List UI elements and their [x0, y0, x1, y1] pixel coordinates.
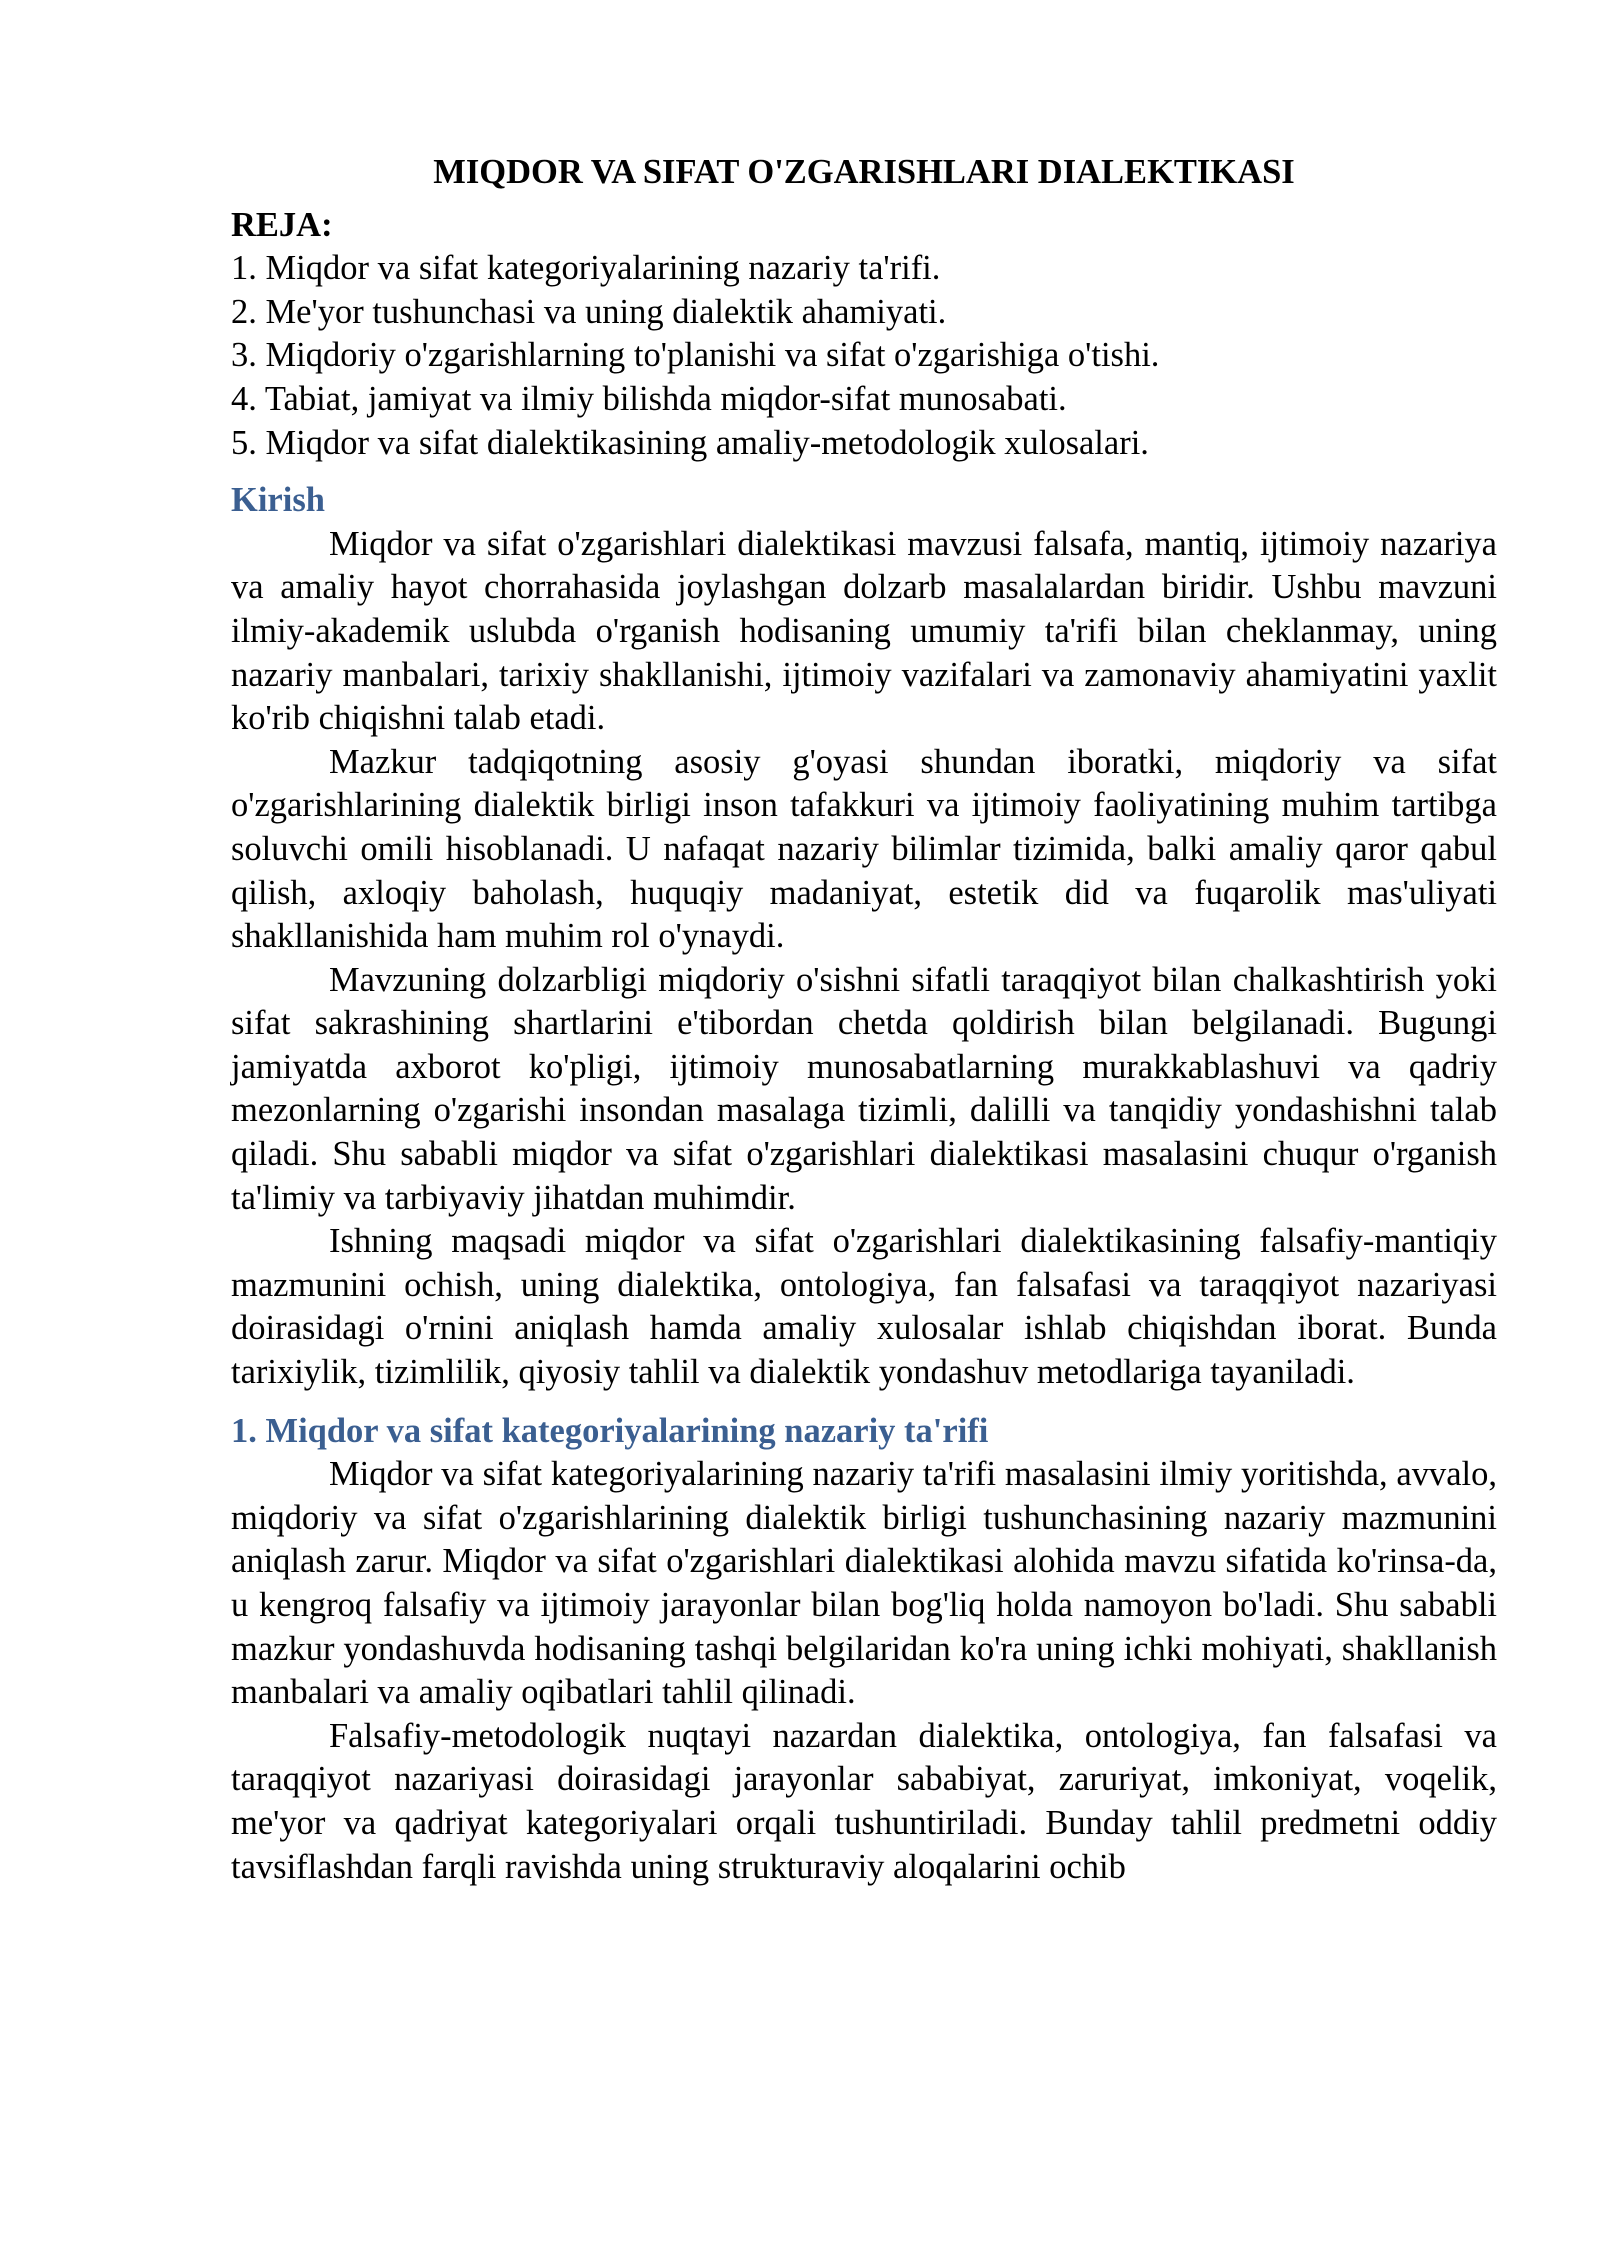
plan-item: 3. Miqdoriy o'zgarishlarning to'planishi va sifat o'zgarishiga o'tishi.	[231, 336, 1160, 375]
document-title: MIQDOR VA SIFAT O'ZGARISHLARI DIALEKTIKASI	[433, 153, 1295, 191]
plan-list	[231, 247, 1497, 465]
document-page	[231, 140, 1497, 1889]
plan-label: REJA:	[231, 205, 333, 244]
plan-item: 2. Me'yor tushunchasi va uning dialektik ahamiyati.	[231, 292, 947, 331]
paragraph: Miqdor va sifat kategoriyalarining nazariy ta'rifi masalasini ilmiy yoritishda, avvalo, miqdoriy va sifat o'zgarishlarining dialektik birligi tushunchasining nazariy mazmunini aniqlash zarur. Miqdor va sifat o'zgarishlari dialektikasi alohida mavzu sifatida ko'rinsa-da, u kengroq falsafiy va ijtimoiy jarayonlar bilan bog'liq holda namoyon bo'ladi. Shu sababli mazkur yondashuvda hodisaning tashqi belgilaridan ko'ra uning ichki mohiyati, shakllanish manbalari va amaliy oqibatlari tahlil qilinadi.	[231, 1455, 1497, 1712]
paragraph: Mavzuning dolzarbligi miqdoriy o'sishni sifatli taraqqiyot bilan chalkashtirish yoki sifat sakrashining shartlarini e'tibordan chetda qoldirish bilan belgilanadi. Bugungi jamiyatda axborot ko'pligi, ijtimoiy munosabatlarning murakkablashuvi va qadriy mezonlarning o'zgarishi insondan masalaga tizimli, dalilli va tanqidiy yondashishni talab qiladi. Shu sababli miqdor va sifat o'zgarishlari dialektikasi masalasini chuqur o'rganish ta'limiy va tarbiyaviy jihatdan muhimdir.	[231, 960, 1497, 1217]
paragraph: Falsafiy-metodologik nuqtayi nazardan dialektika, ontologiya, fan falsafasi va taraqqiyot nazariyasi doirasidagi jarayonlar sababiyat, zaruriyat, imkoniyat, voqelik, me'yor va qadriyat kategoriyalari orqali tushuntiriladi. Bunday tahlil predmetni oddiy tavsiflashdan farqli ravishda uning strukturaviy aloqalarini ochib	[231, 1716, 1497, 1886]
paragraph: Mazkur tadqiqotning asosiy g'oyasi shundan iboratki, miqdoriy va sifat o'zgarishlarining dialektik birligi inson tafakkuri va ijtimoiy faoliyatining muhim tartibga soluvchi omili hisoblanadi. U nafaqat nazariy bilimlar tizimida, balki amaliy qaror qabul qilish, axloqiy baholash, huquqiy madaniyat, estetik did va fuqarolik mas'uliyati shakllanishida ham muhim rol o'ynaydi.	[231, 742, 1497, 956]
plan-item: 5. Miqdor va sifat dialektikasining amaliy-metodologik xulosalari.	[231, 423, 1149, 462]
paragraph: Miqdor va sifat o'zgarishlari dialektikasi mavzusi falsafa, mantiq, ijtimoiy nazariya va amaliy hayot chorrahasida joylashgan dolzarb masalalardan biridir. Ushbu mavzuni ilmiy-akademik uslubda o'rganish hodisaning umumiy ta'rifi bilan cheklanmay, uning nazariy manbalari, tarixiy shakllanishi, ijtimoiy vazifalari va zamonaviy ahamiyatini yaxlit ko'rib chiqishni talab etadi.	[231, 524, 1497, 738]
section-heading-1: 1. Miqdor va sifat kategoriyalarining nazariy ta'rifi	[231, 1411, 989, 1450]
section-heading-intro: Kirish	[231, 481, 325, 520]
plan-item: 1. Miqdor va sifat kategoriyalarining nazariy ta'rifi.	[231, 249, 941, 288]
plan-item: 4. Tabiat, jamiyat va ilmiy bilishda miqdor-sifat munosabati.	[231, 379, 1067, 418]
paragraph: Ishning maqsadi miqdor va sifat o'zgarishlari dialektikasining falsafiy-mantiqiy mazmunini ochish, uning dialektika, ontologiya, fan falsafasi va taraqqiyot nazariyasi doirasidagi o'rnini aniqlash hamda amaliy xulosalar ishlab chiqishdan iborat. Bunda tarixiylik, tizimlilik, qiyosiy tahlil va dialektik yondashuv metodlariga tayaniladi.	[231, 1222, 1497, 1392]
